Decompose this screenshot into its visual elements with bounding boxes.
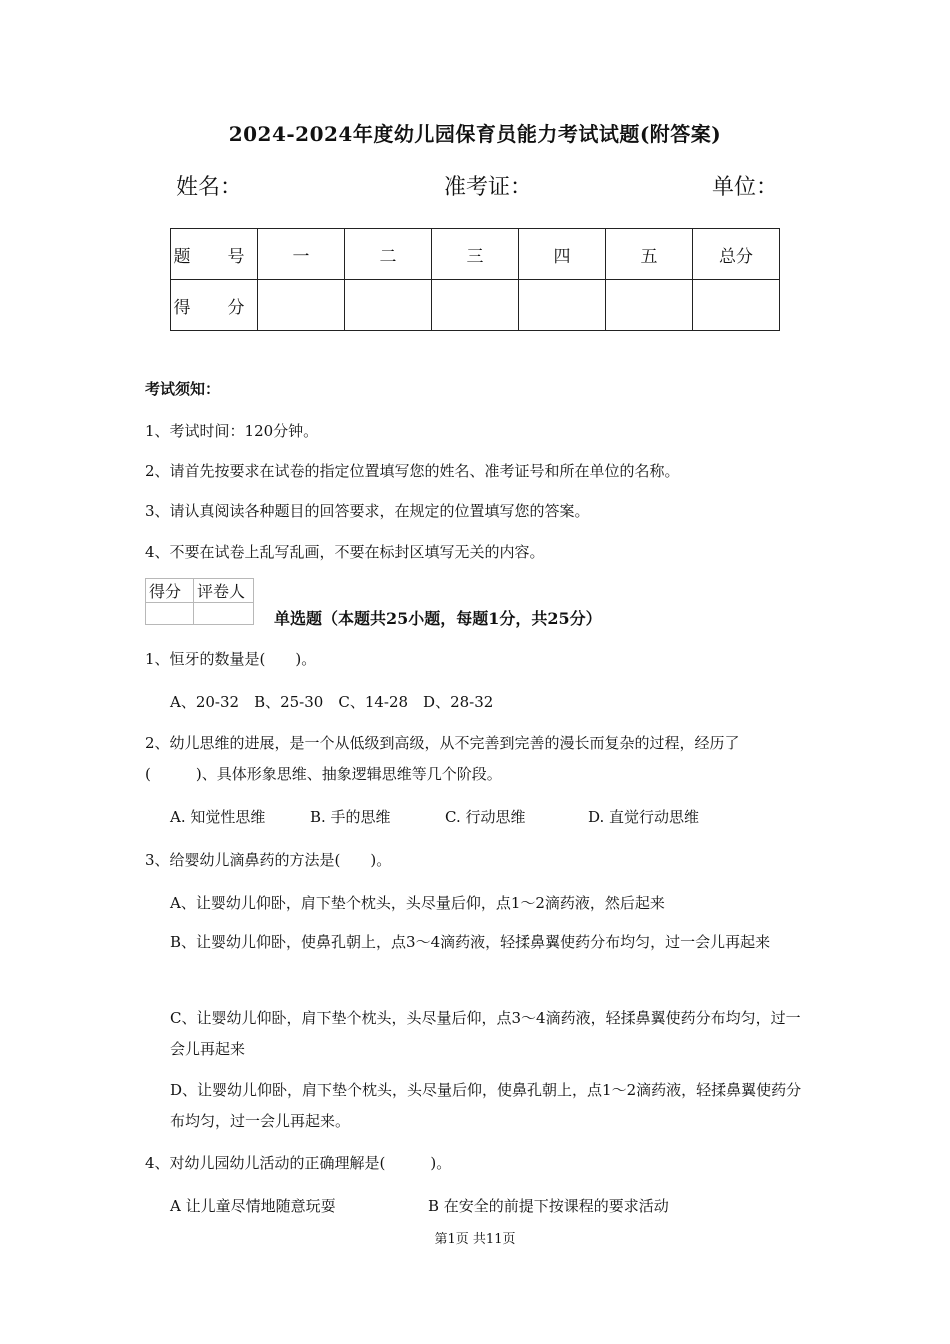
question-2-stem-text: 2、幼儿思维的进展，是一个从低级到高级，从不完善到完善的漫长而复杂的过程，经历了( )、具体形象思维、抽象逻辑思维等几个阶段。 bbox=[145, 734, 740, 783]
question-3-option-b-text: B、让婴幼儿仰卧，使鼻孔朝上，点3～4滴药液，轻揉鼻翼使药分布均匀，过一会儿再起来 bbox=[170, 933, 771, 951]
question-3-option-d-text: D、让婴幼儿仰卧，肩下垫个枕头，头尽量后仰，使鼻孔朝上，点1～2滴药液，轻揉鼻翼使药分布均匀，过一会儿再起来。 bbox=[170, 1081, 802, 1130]
column-header: 二 bbox=[345, 229, 432, 280]
notice-item: 2、请首先按要求在试卷的指定位置填写您的姓名、准考证号和所在单位的名称。 bbox=[145, 462, 680, 480]
grader-box bbox=[145, 578, 254, 625]
question-2-option-b: B. 手的思维 bbox=[310, 808, 391, 826]
score-cell-total bbox=[693, 280, 780, 331]
score-row-header: 得 分 bbox=[171, 280, 258, 331]
section-title: 单选题（本题共25小题，每题1分，共25分） bbox=[274, 609, 602, 628]
score-table-score-row bbox=[171, 280, 780, 331]
question-3-stem: 3、给婴幼儿滴鼻药的方法是( )。 bbox=[145, 851, 392, 869]
notice-item: 1、考试时间：120分钟。 bbox=[145, 422, 319, 440]
question-4-option-a: A 让儿童尽情地随意玩耍 bbox=[170, 1197, 336, 1215]
question-number-header: 题 号 bbox=[171, 229, 258, 280]
column-header: 三 bbox=[432, 229, 519, 280]
column-header: 一 bbox=[258, 229, 345, 280]
question-3-option-c-text: C、让婴幼儿仰卧，肩下垫个枕头，头尽量后仰，点3～4滴药液，轻揉鼻翼使药分布均匀，过一会儿再起来 bbox=[170, 1009, 801, 1058]
score-cell bbox=[432, 280, 519, 331]
question-2-option-c: C. 行动思维 bbox=[445, 808, 526, 826]
question-3-option-c bbox=[145, 1003, 810, 1065]
page-title: 2024-2024年度幼儿园保育员能力考试试题(附答案) bbox=[228, 122, 722, 146]
grader-score-cell bbox=[146, 603, 194, 625]
score-cell bbox=[258, 280, 345, 331]
grader-score-label: 得分 bbox=[146, 579, 194, 603]
notice-title: 考试须知： bbox=[145, 380, 221, 398]
score-table bbox=[170, 228, 780, 331]
notice-item: 3、请认真阅读各种题目的回答要求，在规定的位置填写您的答案。 bbox=[145, 502, 590, 520]
question-2-option-a: A. 知觉性思维 bbox=[170, 808, 266, 826]
question-1-stem: 1、恒牙的数量是( )。 bbox=[145, 650, 317, 668]
grader-name-cell bbox=[194, 603, 254, 625]
name-label: 姓名： bbox=[176, 175, 243, 200]
column-header-total: 总分 bbox=[693, 229, 780, 280]
column-header: 五 bbox=[606, 229, 693, 280]
column-header: 四 bbox=[519, 229, 606, 280]
question-4-option-b: B 在安全的前提下按课程的要求活动 bbox=[428, 1197, 669, 1215]
question-2-option-d: D. 直觉行动思维 bbox=[588, 808, 700, 826]
grader-name-label: 评卷人 bbox=[194, 579, 254, 603]
question-3-option-a: A、让婴幼儿仰卧，肩下垫个枕头，头尽量后仰，点1～2滴药液，然后起来 bbox=[170, 894, 665, 912]
exam-number-label: 准考证： bbox=[444, 175, 533, 200]
question-1-options: A、20-32 B、25-30 C、14-28 D、28-32 bbox=[170, 693, 494, 711]
score-cell bbox=[345, 280, 432, 331]
question-4-stem: 4、对幼儿园幼儿活动的正确理解是( )。 bbox=[145, 1154, 452, 1172]
notice-item: 4、不要在试卷上乱写乱画，不要在标封区填写无关的内容。 bbox=[145, 543, 545, 561]
score-table-header-row bbox=[171, 229, 780, 280]
unit-label: 单位： bbox=[712, 175, 779, 200]
page-footer: 第1页 共11页 bbox=[434, 1232, 516, 1247]
question-2-stem bbox=[145, 728, 810, 790]
question-3-option-d bbox=[145, 1075, 810, 1137]
question-3-option-b bbox=[145, 927, 810, 958]
score-cell bbox=[606, 280, 693, 331]
score-cell bbox=[519, 280, 606, 331]
